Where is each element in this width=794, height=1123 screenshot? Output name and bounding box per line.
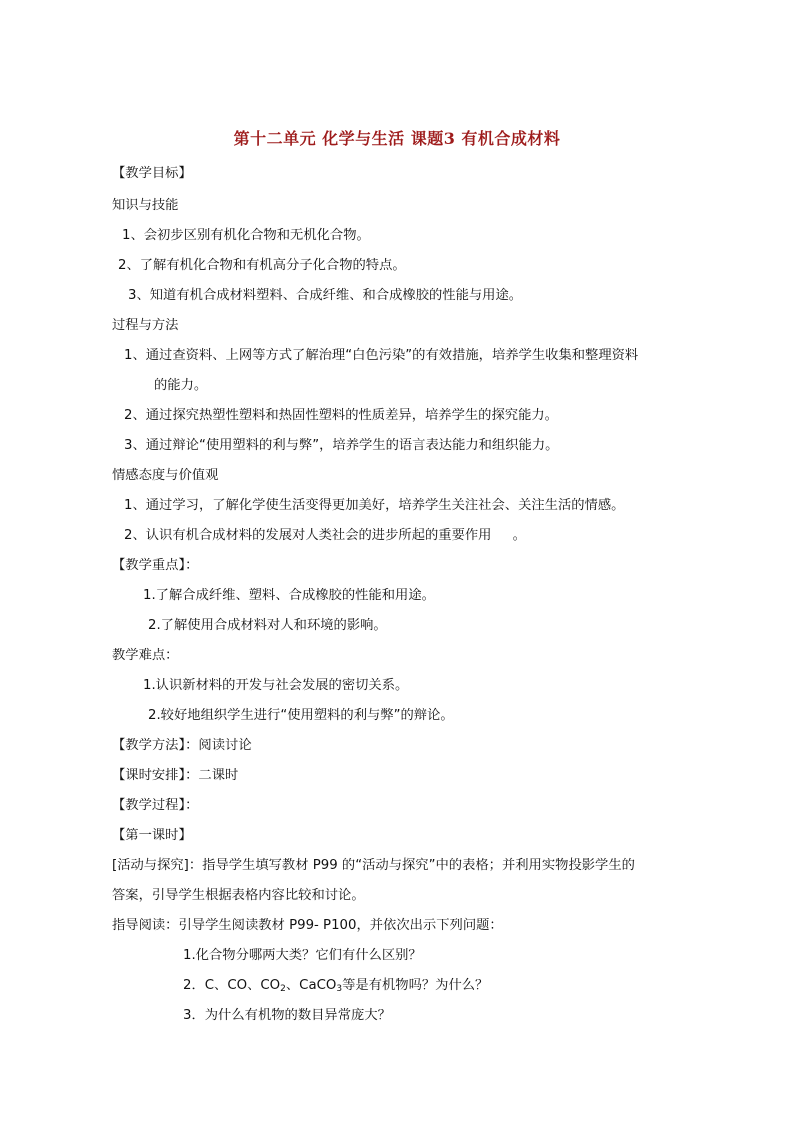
difficulty-item: 2.较好地组织学生进行“使用塑料的利与弊”的辩论。: [148, 708, 454, 723]
attitude-item: 2、认识有机合成材料的发展对人类社会的进步所起的重要作用 。: [124, 528, 526, 543]
keypoint-item: 2.了解使用合成材料对人和环境的影响。: [148, 618, 387, 633]
reading-intro: 指导阅读：引导学生阅读教材 P99- P100，并依次出示下列问题：: [112, 918, 503, 933]
teaching-method: 【教学方法】：阅读讨论: [112, 738, 252, 753]
difficulties-heading: 教学难点：: [112, 648, 179, 663]
first-lesson-heading: 【第一课时】: [112, 828, 192, 843]
process-item: 2、通过探究热塑性塑料和热固性塑料的性质差异，培养学生的探究能力。: [124, 408, 558, 423]
activity-line: [活动与探究]：指导学生填写教材 P99 的“活动与探究”中的表格；并利用实物投影学生的: [112, 858, 635, 873]
knowledge-item: 1、会初步区别有机化合物和无机化合物。: [122, 228, 370, 243]
goals-heading: 【教学目标】: [112, 166, 192, 181]
reading-question: 2．C、CO、$CO_2$、CaCO$_3$等是有机物吗？为什么？: [183, 978, 489, 994]
knowledge-item: 2、了解有机化合物和有机高分子化合物的特点。: [118, 258, 406, 273]
reading-question: 3．为什么有机物的数目异常庞大？: [183, 1008, 391, 1023]
keypoints-heading: 【教学重点】：: [112, 558, 199, 573]
process-heading-main: 【教学过程】：: [112, 798, 199, 813]
activity-line: 答案，引导学生根据表格内容比较和讨论。: [112, 888, 365, 903]
process-item-continued: 的能力。: [154, 378, 208, 393]
knowledge-heading: 知识与技能: [112, 198, 179, 213]
lesson-schedule: 【课时安排】：二课时: [112, 768, 239, 783]
difficulty-item: 1.认识新材料的开发与社会发展的密切关系。: [143, 678, 409, 693]
attitude-heading: 情感态度与价值观: [112, 468, 219, 483]
process-item: 1、通过查资料、上网等方式了解治理“白色污染”的有效措施，培养学生收集和整理资料: [124, 348, 639, 363]
process-heading: 过程与方法: [112, 318, 179, 333]
keypoint-item: 1.了解合成纤维、塑料、合成橡胶的性能和用途。: [143, 588, 435, 603]
document-title: 第十二单元 化学与生活 课题3 有机合成材料: [233, 129, 561, 148]
process-item: 3、通过辩论“使用塑料的利与弊”，培养学生的语言表达能力和组织能力。: [124, 438, 559, 453]
attitude-item: 1、通过学习，了解化学使生活变得更加美好，培养学生关注社会、关注生活的情感。: [124, 498, 625, 513]
reading-question: 1.化合物分哪两大类？它们有什么区别？: [183, 948, 422, 963]
knowledge-item: 3、知道有机合成材料塑料、合成纤维、和合成橡胶的性能与用途。: [128, 288, 523, 303]
